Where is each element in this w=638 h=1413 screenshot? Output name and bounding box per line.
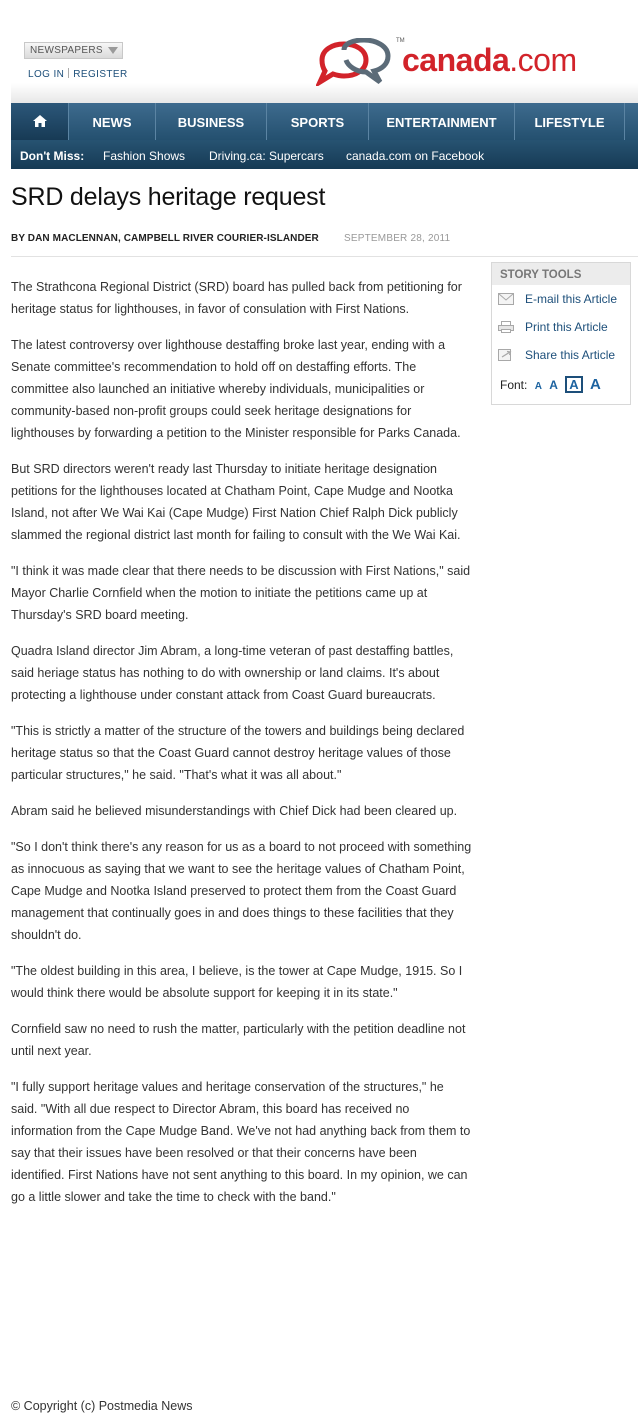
- story-tools-title: STORY TOOLS: [492, 263, 630, 285]
- font-size-controls: [500, 376, 601, 393]
- article-date: SEPTEMBER 28, 2011: [344, 233, 451, 244]
- article-title: SRD delays heritage request: [11, 183, 326, 211]
- email-article-link[interactable]: [498, 292, 617, 306]
- newspapers-dropdown[interactable]: [24, 42, 123, 59]
- share-article-label: Share this Article: [525, 348, 616, 362]
- share-article-link[interactable]: [498, 348, 615, 362]
- canada-com-logo[interactable]: [316, 38, 628, 86]
- nav-business[interactable]: BUSINESS: [156, 103, 267, 140]
- story-tools-panel: [491, 262, 631, 405]
- chevron-down-icon: [108, 47, 118, 54]
- main-nav: [11, 103, 638, 140]
- house-icon: [33, 115, 47, 127]
- article-paragraph: "The oldest building in this area, I believe, is the tower at Cape Mudge, 1915. So I would think there would be absolute support for keeping it in its state.": [11, 964, 463, 1000]
- email-article-label: E-mail this Article: [525, 292, 618, 306]
- nav-home[interactable]: [11, 103, 69, 140]
- article-byline: BY DAN MACLENNAN, CAMPBELL RIVER COURIER-ISLANDER: [11, 233, 319, 244]
- font-size-large[interactable]: A: [590, 376, 601, 393]
- logo-wordmark: [402, 42, 577, 79]
- nav-lifestyle[interactable]: LIFESTYLE: [515, 103, 625, 140]
- dont-miss-link-driving[interactable]: Driving.ca: Supercars: [209, 149, 324, 163]
- register-link[interactable]: REGISTER: [73, 69, 128, 80]
- copyright-notice: © Copyright (c) Postmedia News: [11, 1399, 193, 1413]
- dont-miss-bar: [11, 140, 638, 169]
- nav-sports[interactable]: SPORTS: [267, 103, 369, 140]
- font-size-medium-selected[interactable]: A: [565, 376, 582, 393]
- font-size-small[interactable]: A: [549, 378, 558, 392]
- article-paragraph: Quadra Island director Jim Abram, a long-time veteran of past destaffing battles, said heriage status has nothing to do with ownership or land claims. It's about protecting a lighthouse under constant attack from Coast Guard bureaucrats.: [11, 644, 454, 702]
- divider: [11, 256, 638, 257]
- share-icon: [498, 349, 514, 361]
- envelope-icon: [498, 293, 514, 305]
- trademark: TM: [396, 38, 405, 44]
- font-label: Font:: [500, 378, 528, 392]
- article-paragraph: "So I don't think there's any reason for us as a board to not proceed with something as innocuous as saying that we want to see the heritage values of Chatham Point, Cape Mudge and Nootka Island preserved to protect them from the Coast Guard management that continually goes in and does things to these facilities that they shouldn't do.: [11, 840, 472, 942]
- logo-name: canada: [402, 42, 510, 78]
- printer-icon: [498, 321, 514, 333]
- article-paragraph: "This is strictly a matter of the structure of the towers and buildings being declared heritage status so that the Coast Guard cannot destroy heritage values of those particular structures," he said. "That's what it was all about.": [11, 724, 465, 782]
- login-link[interactable]: LOG IN: [28, 69, 65, 80]
- article-body: [11, 276, 473, 1222]
- logo-suffix: .com: [509, 42, 577, 78]
- print-article-label: Print this Article: [525, 320, 608, 334]
- dont-miss-link-facebook[interactable]: canada.com on Facebook: [346, 149, 485, 163]
- article-paragraph: The latest controversy over lighthouse destaffing broke last year, ending with a Senate committee's recommendation to hold off on destaffing efforts. The committee also launched an initiative whereby individuals, municipalities or community-based non-profit groups could seek heritage designations for lighthouses by forwarding a petition to the Minister responsible for Parks Canada.: [11, 338, 461, 440]
- print-article-link[interactable]: [498, 320, 608, 334]
- auth-links: [28, 68, 128, 80]
- divider: [68, 68, 69, 78]
- article-paragraph: The Strathcona Regional District (SRD) board has pulled back from petitioning for heritage status for lighthouses, in favor of consulation with First Nations.: [11, 280, 462, 316]
- nav-news[interactable]: NEWS: [69, 103, 156, 140]
- speech-bubbles-icon: [316, 38, 400, 86]
- article-paragraph: But SRD directors weren't ready last Thursday to initiate heritage designation petitions for the lighthouses located at Chatham Point, Cape Mudge and Nootka Island, not after We Wai Kai (Cape Mudge) First Nation Chief Ralph Dick publicly slammed the regional district last month for failing to consult with the We Wai Kai.: [11, 462, 461, 542]
- dont-miss-link-fashion[interactable]: Fashion Shows: [103, 149, 186, 163]
- article-paragraph: "I think it was made clear that there needs to be discussion with First Nations," said Mayor Charlie Cornfield when the motion to initiate the petitions came up at Thursday's SRD board meeting.: [11, 564, 471, 622]
- dont-miss-label: Don't Miss:: [20, 149, 85, 163]
- article-paragraph: Abram said he believed misunderstandings with Chief Dick had been cleared up.: [11, 804, 458, 818]
- nav-entertainment[interactable]: ENTERTAINMENT: [369, 103, 515, 140]
- article-paragraph: Cornfield saw no need to rush the matter, particularly with the petition deadline not until next year.: [11, 1022, 466, 1058]
- article-paragraph: "I fully support heritage values and heritage conservation of the structures," he said. "With all due respect to Director Abram, this board has received no information from the Cape Mudge Band. We've not had anything back from them to say that their issues have been resolved or that their concerns have been identified. First Nations have not sent anything to this board. In my opinion, we can go a little slower and take the time to check with the band.": [11, 1080, 471, 1204]
- newspapers-label: NEWSPAPERS: [30, 45, 103, 56]
- font-size-smallest[interactable]: A: [534, 381, 542, 392]
